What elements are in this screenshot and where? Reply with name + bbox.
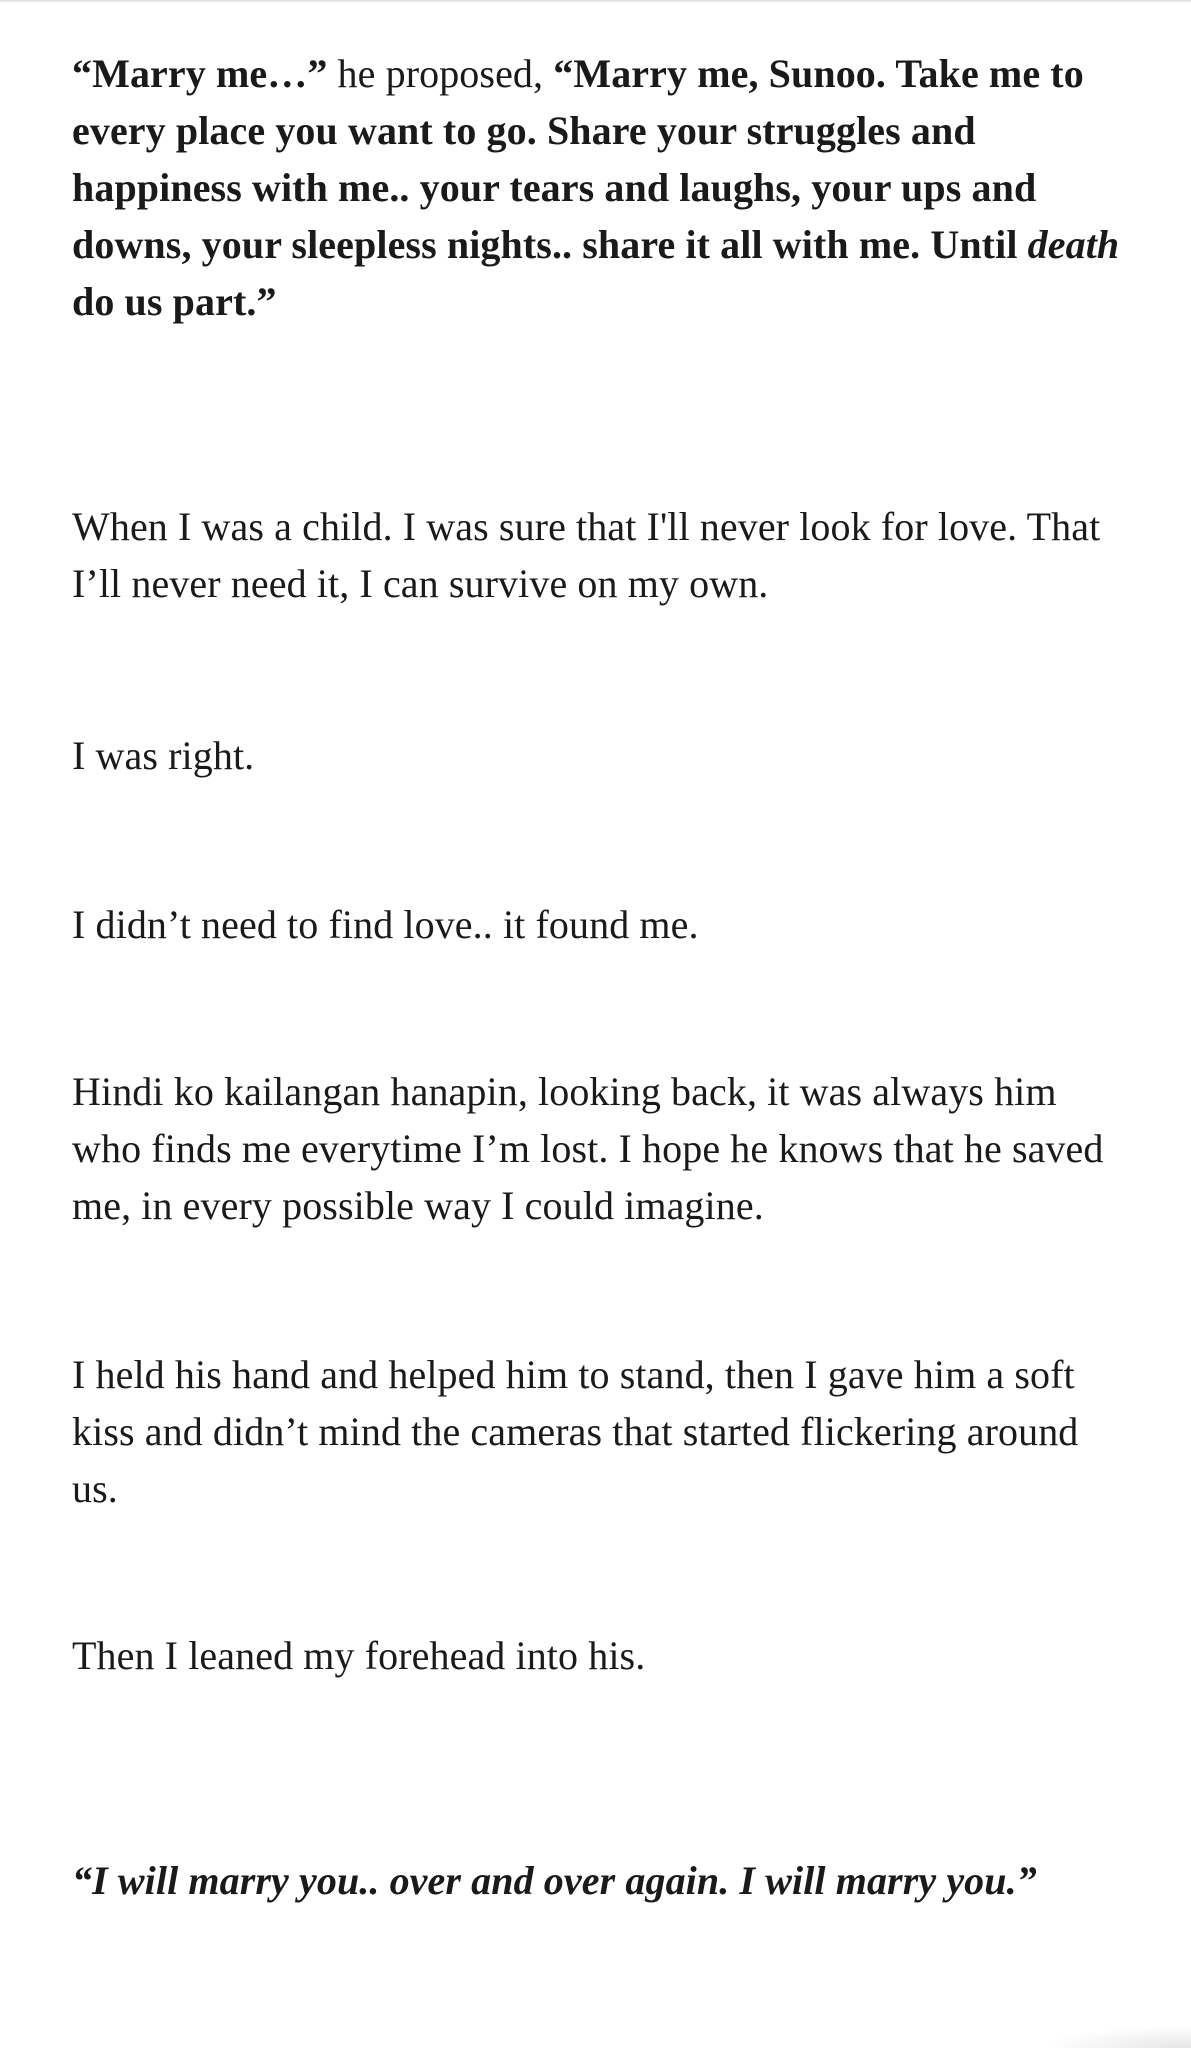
paragraph-held-hand: I held his hand and helped him to stand, then I gave him a soft kiss and didn’t mind the cameras that started flickering around us.	[72, 1352, 1079, 1511]
answer-quote: “I will marry you.. over and over again. I will marry you.”	[72, 1858, 1037, 1903]
paragraph-child: When I was a child. I was sure that I'll never look for love. That I’ll never need it, I can survive on my own.	[72, 504, 1101, 606]
page-corner-shadow	[1041, 2026, 1191, 2048]
proposal-speech-part-2: do us part.”	[72, 279, 277, 324]
paragraph-was-right: I was right.	[72, 733, 255, 778]
proposal-paragraph	[72, 45, 1132, 330]
paragraph-leaned-forehead: Then I leaned my forehead into his.	[72, 1633, 646, 1678]
paragraph-hindi: Hindi ko kailangan hanapin, looking back, it was always him who finds me everytime I’m lost. I hope he knows that he saved me, in every possible way I could imagine.	[72, 1069, 1104, 1228]
paragraph-love-found-me: I didn’t need to find love.. it found me.	[72, 902, 699, 947]
death-word: death	[1027, 222, 1120, 267]
marry-me-quote: “Marry me…”	[72, 51, 328, 96]
proposal-speech-part-1: “Marry me, Sunoo. Take me to every place you want to go. Share your struggles and happiness with me.. your tears and laughs, your ups and downs, your sleepless nights.. share it all with me. Until	[72, 51, 1084, 267]
top-divider	[0, 0, 1191, 3]
he-proposed-text: he proposed,	[327, 51, 554, 96]
